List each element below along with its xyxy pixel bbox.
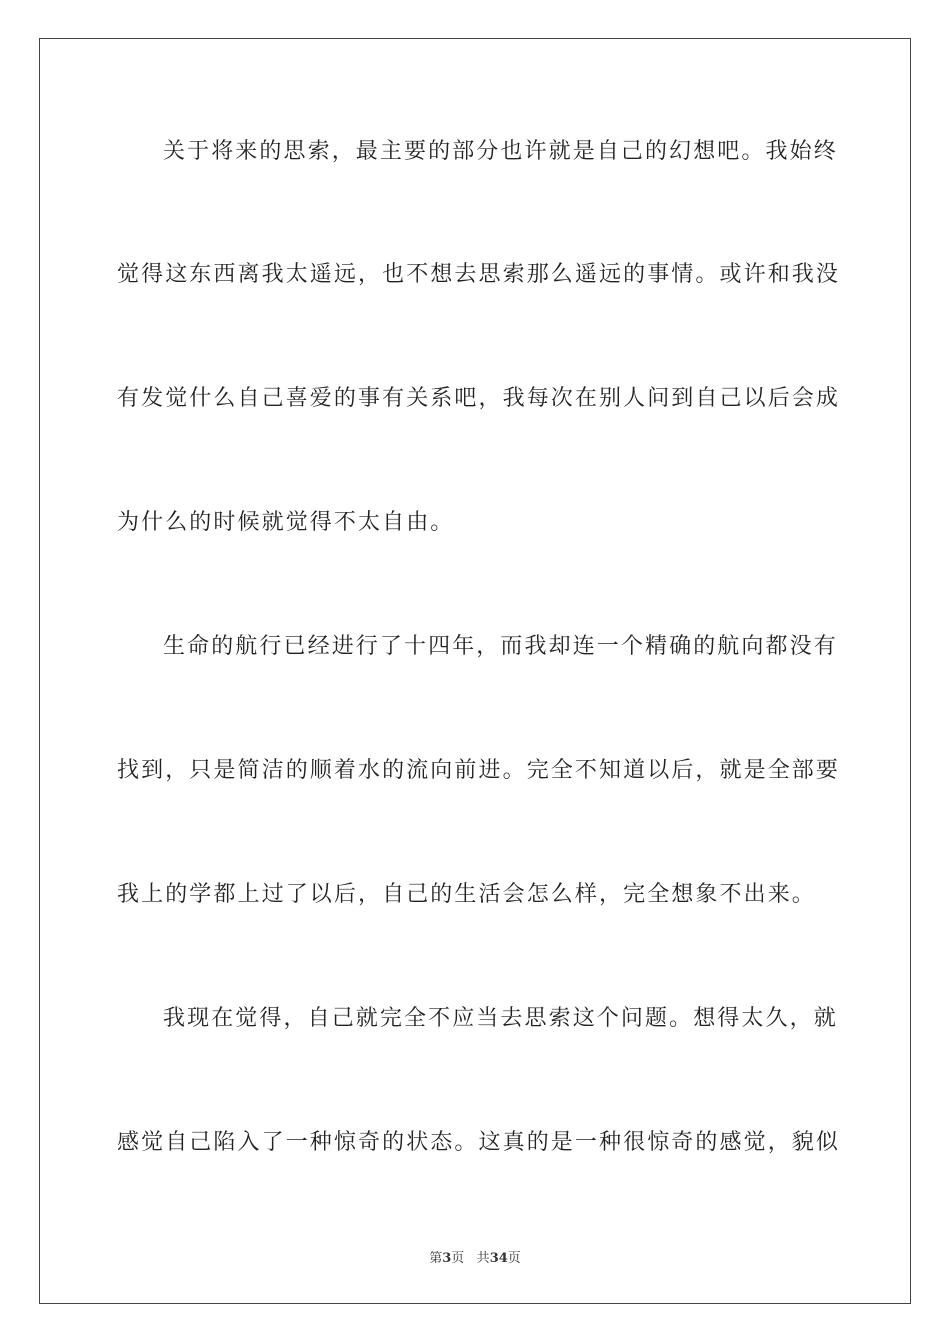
page-prefix: 第 — [429, 1251, 443, 1266]
total-pages: 34 — [489, 1251, 508, 1266]
page-frame — [39, 38, 911, 1304]
paragraph-3-line-1: 我现在觉得，自己就完全不应当去思索这个问题。想得太久，就 — [163, 1006, 838, 1031]
paragraph-2-line-2: 找到，只是简洁的顺着水的流向前进。完全不知道以后，就是全部要 — [117, 758, 841, 783]
paragraph-3-line-2: 感觉自己陷入了一种惊奇的状态。这真的是一种很惊奇的感觉，貌似 — [117, 1130, 841, 1155]
paragraph-2-line-3: 我上的学都上过了以后，自己的生活会怎么样，完全想象不出来。 — [117, 882, 816, 907]
page-footer — [0, 1247, 950, 1266]
paragraph-1-line-3: 有发觉什么自己喜爱的事有关系吧，我每次在别人问到自己以后会成 — [117, 386, 841, 411]
total-suffix: 页 — [507, 1251, 521, 1266]
total-prefix: 共 — [476, 1251, 490, 1266]
paragraph-1-line-4: 为什么的时候就觉得不太自由。 — [117, 510, 455, 535]
paragraph-2-line-1: 生命的航行已经进行了十四年，而我却连一个精确的航向都没有 — [163, 634, 838, 659]
page-suffix: 页 — [451, 1251, 465, 1266]
paragraph-1-line-2: 觉得这东西离我太遥远，也不想去思索那么遥远的事情。或许和我没 — [117, 262, 841, 287]
page-number: 3 — [442, 1251, 452, 1266]
paragraph-1-line-1: 关于将来的思索，最主要的部分也许就是自己的幻想吧。我始终 — [163, 139, 838, 164]
